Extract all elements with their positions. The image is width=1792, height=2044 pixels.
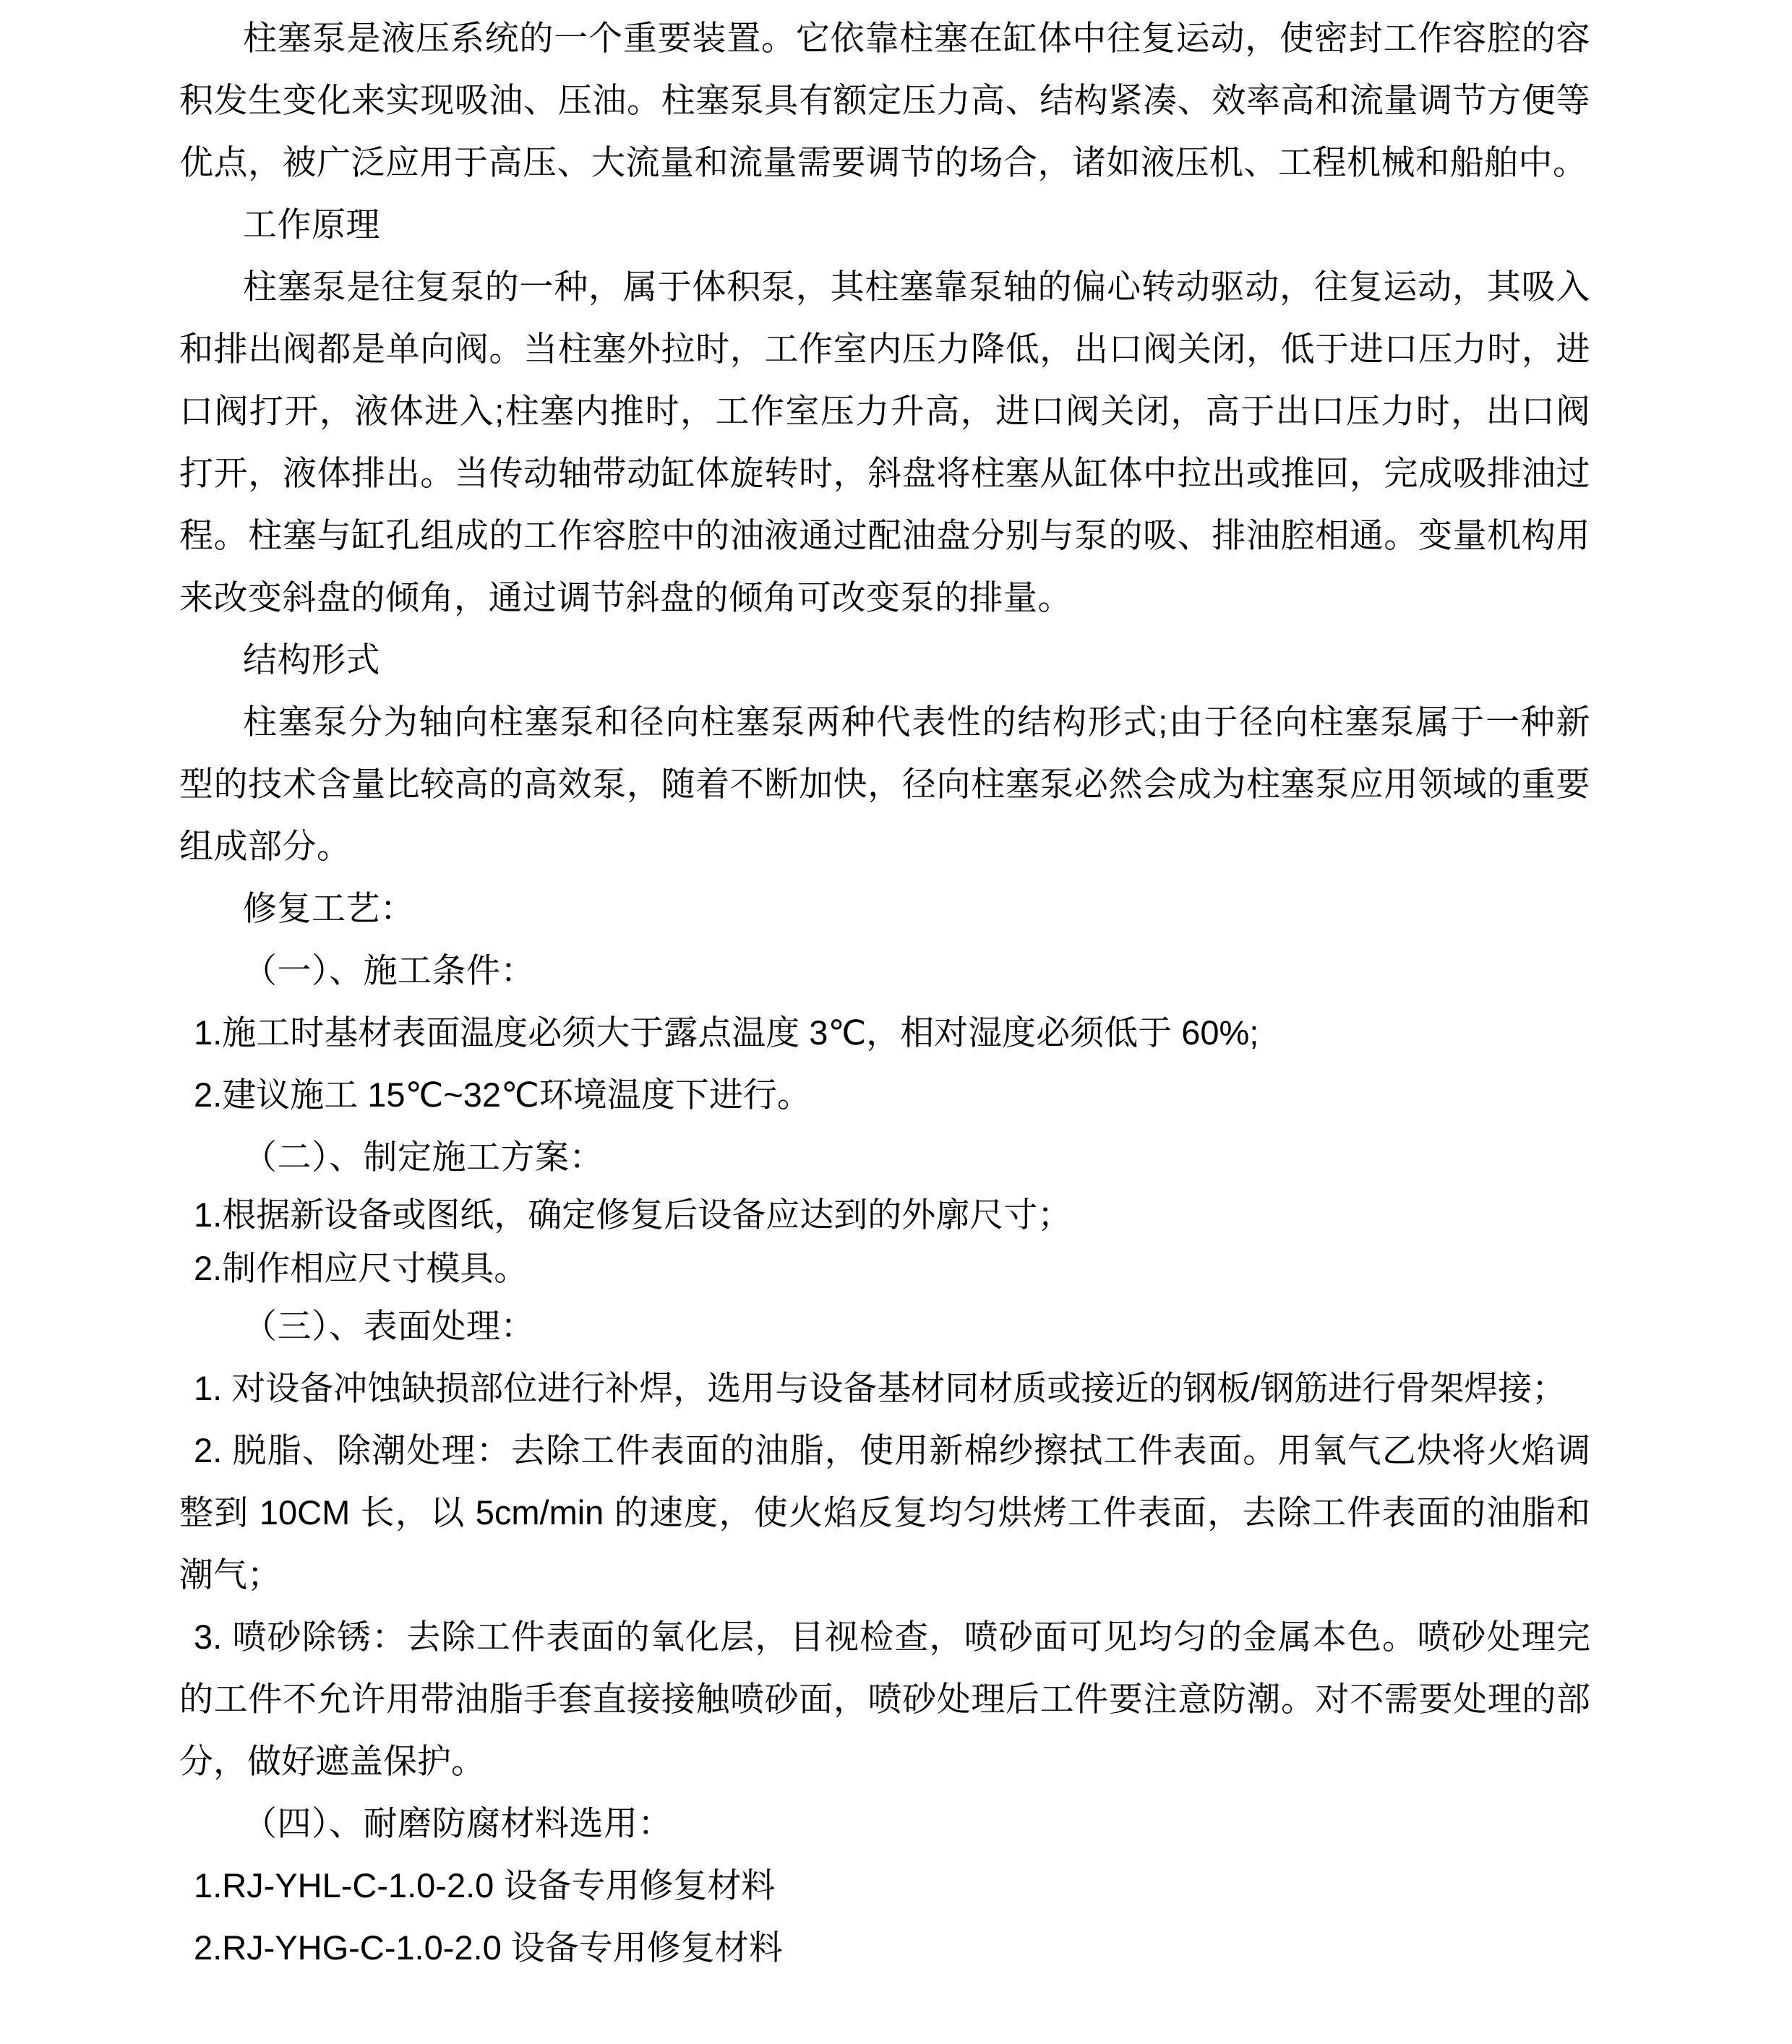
heading-structure-form: 结构形式 [243, 640, 380, 679]
spacer-top [179, 0, 1590, 7]
list-item: 2.建议施工 15℃~32℃环境温度下进行。 [194, 1075, 811, 1114]
list-item: 1. 对设备冲蚀缺损部位进行补焊，选用与设备基材同材质或接近的钢板/钢筋进行骨架焊接； [194, 1369, 1566, 1407]
section-heading-surface-treatment: （三）、表面处理： [243, 1307, 535, 1345]
list-item: 1.RJ-YHL-C-1.0-2.0 设备专用修复材料 [194, 1866, 776, 1905]
list-item: 2. 脱脂、除潮处理：去除工件表面的油脂，使用新棉纱擦拭工件表面。用氧气乙炔将火焰调整到 10CM 长，以 5cm/min 的速度，使火焰反复均匀烘烤工件表面，去除工件表面的油脂和潮气； [179, 1431, 1590, 1594]
section-heading-construction-plan: （二）、制定施工方案： [243, 1138, 604, 1176]
section-heading-material-selection: （四）、耐磨防腐材料选用： [243, 1804, 672, 1842]
paragraph-structure-form: 柱塞泵分为轴向柱塞泵和径向柱塞泵两种代表性的结构形式;由于径向柱塞泵属于一种新型的技术含量比较高的高效泵，随着不断加快，径向柱塞泵必然会成为柱塞泵应用领域的重要组成部分。 [179, 703, 1590, 865]
document-body [179, 0, 1590, 1979]
list-item: 2.RJ-YHG-C-1.0-2.0 设备专用修复材料 [194, 1928, 783, 1967]
list-item: 3. 喷砂除锈：去除工件表面的氧化层，目视检查，喷砂面可见均匀的金属本色。喷砂处理完的工件不允许用带油脂手套直接接触喷砂面，喷砂处理后工件要注意防潮。对不需要处理的部分，做好遮盖保护。 [179, 1618, 1590, 1780]
list-item: 1.施工时基材表面温度必须大于露点温度 3℃，相对湿度必须低于 60%; [194, 1013, 1259, 1052]
heading-repair-process: 修复工艺： [243, 889, 415, 927]
section-heading-construction-conditions: （一）、施工条件： [243, 951, 535, 989]
list-item: 2.制作相应尺寸模具。 [194, 1249, 528, 1287]
paragraph-intro: 柱塞泵是液压系统的一个重要装置。它依靠柱塞在缸体中往复运动，使密封工作容腔的容积发生变化来实现吸油、压油。柱塞泵具有额定压力高、结构紧凑、效率高和流量调节方便等优点，被广泛应用于高压、大流量和流量需要调节的场合，诸如液压机、工程机械和船舶中。 [179, 19, 1590, 181]
list-item: 1.根据新设备或图纸，确定修复后设备应达到的外廓尺寸； [194, 1195, 1072, 1234]
paragraph-working-principle: 柱塞泵是往复泵的一种，属于体积泵，其柱塞靠泵轴的偏心转动驱动，往复运动，其吸入和排出阀都是单向阀。当柱塞外拉时，工作室内压力降低，出口阀关闭，低于进口压力时，进口阀打开，液体进入;柱塞内推时，工作室压力升高，进口阀关闭，高于出口压力时，出口阀打开，液体排出。当传动轴带动缸体旋转时，斜盘将柱塞从缸体中拉出或推回，完成吸排油过程。柱塞与缸孔组成的工作容腔中的油液通过配油盘分别与泵的吸、排油腔相通。变量机构用来改变斜盘的倾角，通过调节斜盘的倾角可改变泵的排量。 [179, 267, 1590, 617]
heading-working-principle: 工作原理 [243, 205, 380, 244]
